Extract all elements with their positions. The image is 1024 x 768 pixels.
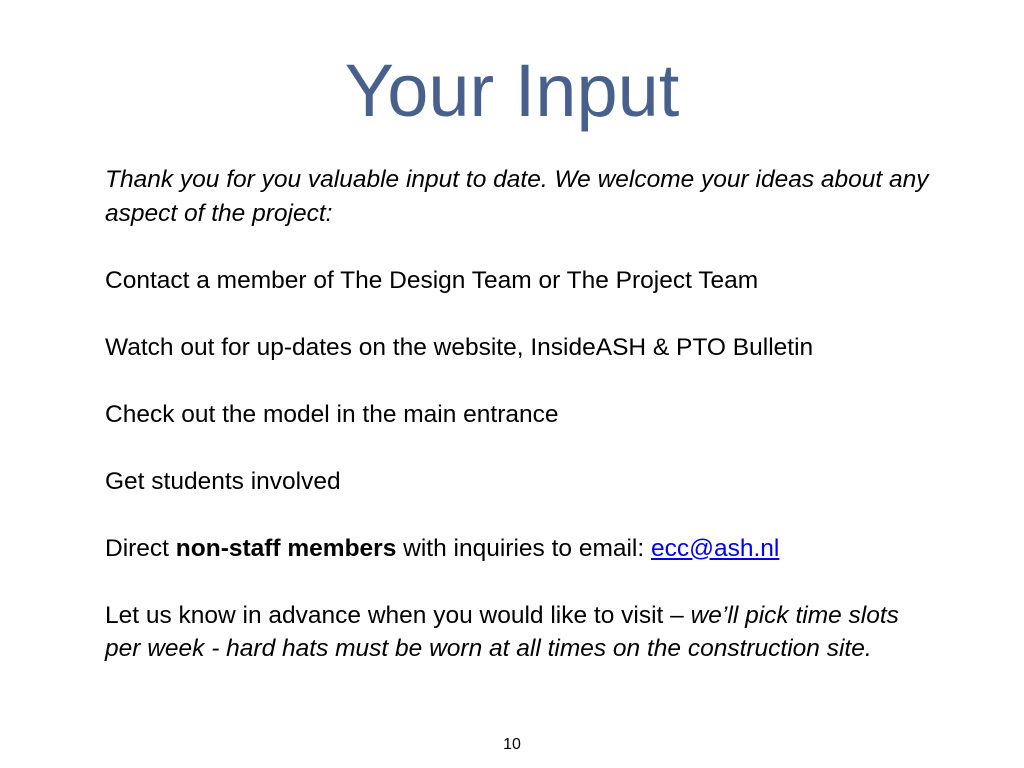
item-students-involved: Get students involved	[105, 467, 341, 495]
email-link[interactable]: ecc@ash.nl	[650, 534, 780, 562]
visit-plain: Let us know in advance when you would like to visit –	[105, 601, 691, 629]
item-direct-inquiries	[105, 532, 935, 566]
slide-title: Your Input	[344, 49, 680, 132]
intro-text: Thank you for you valuable input to date. We welcome your ideas about any aspect of the project:	[105, 166, 929, 227]
item-watch-updates: Watch out for up-dates on the website, InsideASH & PTO Bulletin	[105, 333, 814, 361]
item-check-model: Check out the model in the main entrance	[105, 400, 559, 428]
direct-middle: with inquiries to email:	[396, 534, 651, 562]
direct-prefix: Direct	[105, 534, 176, 562]
item-visit-notice	[105, 599, 935, 666]
visit-italic: we’ll pick time slots per week - hard hats must be worn at all times on the construction site.	[105, 601, 899, 662]
page-number: 10	[503, 736, 521, 753]
slide-body	[105, 163, 935, 666]
item-contact-team: Contact a member of The Design Team or The Project Team	[105, 266, 759, 294]
non-staff-emphasis: non-staff members	[175, 534, 397, 562]
